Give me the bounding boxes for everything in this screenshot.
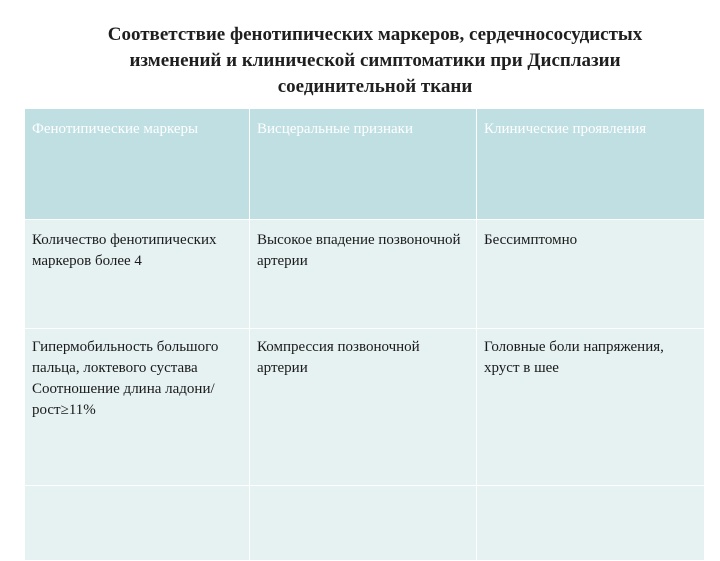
table-header-row: [25, 109, 705, 220]
title-line-1: Соответствие фенотипических маркеров, сердечнососудистых: [107, 24, 643, 45]
table-cell: Компрессия позвоночной артерии: [250, 329, 477, 486]
markers-table: [24, 108, 705, 561]
table-cell: Гипермобильность большого пальца, локтевого сустава Соотношение длина ладони/рост≥11%: [25, 329, 250, 486]
table-cell: [477, 486, 705, 561]
table-row: [25, 220, 705, 329]
table-cell: Бессимптомно: [477, 220, 705, 329]
table-row: [25, 486, 705, 561]
table-cell: [25, 486, 250, 561]
table-cell: Количество фенотипических маркеров более 4: [25, 220, 250, 329]
title-line-2: изменений и клинической симптоматики при Дисплазии: [129, 50, 621, 71]
title-line-3: соединительной ткани: [277, 76, 473, 97]
table-row: [25, 329, 705, 486]
header-phenotypic-markers: Фенотипические маркеры: [25, 109, 250, 220]
slide-title: [40, 22, 710, 100]
table-cell: [250, 486, 477, 561]
header-clinical-manifestations: Клинические проявления: [477, 109, 705, 220]
table-cell: Высокое впадение позвоночной артерии: [250, 220, 477, 329]
header-visceral-signs: Висцеральные признаки: [250, 109, 477, 220]
table-cell: Головные боли напряжения, хруст в шее: [477, 329, 705, 486]
